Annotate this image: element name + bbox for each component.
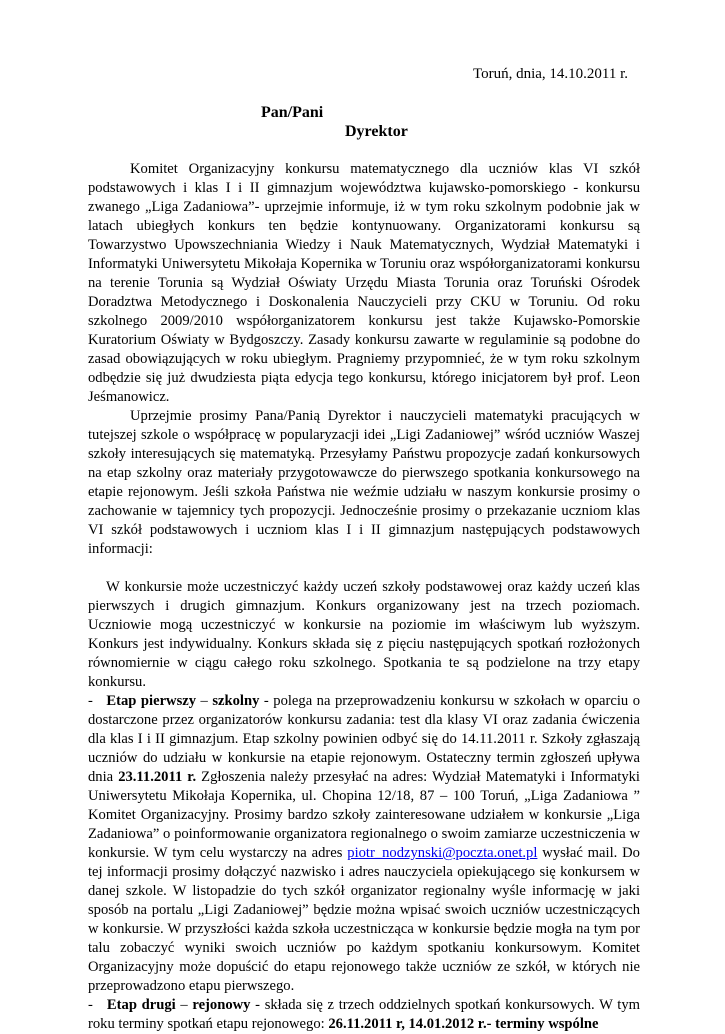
- stage-2-title: Etap drugi: [106, 997, 176, 1013]
- dateline: Toruń, dnia, 14.10.2011 r.: [472, 66, 628, 82]
- stage-2-sep: –: [175, 997, 193, 1013]
- stage-1-sep: –: [196, 693, 213, 709]
- letter-body: [88, 160, 640, 1034]
- stage-2-dash: -: [88, 997, 93, 1013]
- stage-1-dash: -: [88, 693, 93, 709]
- stage-2-paragraph: [88, 996, 640, 1034]
- paragraph-intro: Komitet Organizacyjny konkursu matematycznego dla uczniów klas VI szkół podstawowych i klas I i II gimnazjum województwa kujawsko-pomorskiego - konkursu zwanego „Liga Zadaniowa”- uprzejmie informuje, iż w tym roku szkolnym podobnie jak w latach ubiegłych konkurs ten będzie kontynuowany. Organizatorami konkursu są Towarzystwo Upowszechniania Wiedzy i Nauk Matematycznych, Wydział Matematyki i Informatyki Uniwersytetu Mikołaja Kopernika w Toruniu oraz współorganizatorami konkursu na terenie Torunia są Wydział Oświaty Urzędu Miasta Torunia oraz Toruński Ośrodek Doradztwa Metodycznego i Doskonalenia Nauczycieli przy CKU w Toruniu. Od roku szkolnego 2009/2010 współorganizatorem konkursu jest także Kujawsko-Pomorskie Kuratorium Oświaty w Bydgoszczy. Zasady konkursu zawarte w regulaminie są podobne do zasad obowiązujących w roku ubiegłym. Pragniemy przypomnieć, że w tym roku szkolnym odbędzie się już dwudziesta piąta edycja tego konkursu, którego inicjatorem był prof. Leon Jeśmanowicz.: [88, 161, 640, 405]
- email-link[interactable]: piotr_nodzynski@poczta.onet.pl: [347, 845, 538, 861]
- blank-line: [88, 559, 640, 578]
- stage-2-text-a: - składa się z trzech oddzielnych spotkań konkursowych. W tym roku terminy spotkań etapu rejonowego:: [88, 997, 641, 1032]
- stage-1-title: Etap pierwszy: [106, 693, 197, 709]
- stage-2-dates: 26.11.2011 r, 14.01.2012 r.- terminy wspólne: [328, 1016, 599, 1032]
- stage-1-text-b: Zgłoszenia należy przesyłać na adres: Wydział Matematyki i Informatyki Uniwersytetu Mikołaja Kopernika, ul. Chopina 12/18, 87 – 100 Toruń, „Liga Zadaniowa ” Komitet Organizacyjny. Prosimy bardzo szkoły zainteresowane udziałem w konkursie „Liga Zadaniowa” o poinformowanie organizatora regionalnego o swoim zamiarze uczestniczenia w konkursie. W tym celu wystarczy na adres: [88, 769, 640, 861]
- stage-1-deadline: 23.11.2011 r.: [118, 769, 197, 785]
- stage-2-subtitle: rejonowy: [192, 997, 251, 1013]
- stage-1-subtitle: szkolny: [212, 693, 260, 709]
- paragraph-request: Uprzejmie prosimy Pana/Panią Dyrektor i nauczycieli matematyki pracujących w tutejszej szkole o współpracę w popularyzacji idei „Ligi Zadaniowej” wśród uczniów Waszej szkoły interesujących się matematyką. Przesyłamy Państwu propozycje zadań konkursowych na etap szkolny oraz materiały przygotowawcze do pierwszego spotkania konkursowego na etapie rejonowym. Jeśli szkoła Państwa nie weźmie udziału w naszym konkursie prosimy o zachowanie w tajemnicy tych propozycji. Jednocześnie prosimy o przekazanie uczniom klas VI szkół podstawowych i uczniom klas I i II gimnazjum następujących podstawowych informacji:: [88, 408, 640, 557]
- stage-1-text-c: wysłać mail. Do tej informacji prosimy dołączyć nazwisko i adres nauczyciela opiekującego się konkursem w danej szkole. W listopadzie do tych szkół organizator regionalny wyśle informację w jaki sposób na portalu „Ligi Zadaniowej” będzie można wpisać swoich uczniów uczestniczących w konkursie. W przyszłości każda szkoła uczestnicząca w konkursie będzie mogła na tym por talu zobaczyć wyniki swoich uczniów po każdym spotkaniu konkursowym. Komitet Organizacyjny może dopuścić do etapu rejonowego także uczniów ze szkół, w których nie przeprowadzono etapu pierwszego.: [88, 845, 640, 994]
- addressee-line-1: Pan/Pani: [261, 104, 324, 121]
- addressee-line-2: Dyrektor: [345, 123, 408, 140]
- stage-1-text-a: - polega na przeprowadzeniu konkursu w szkołach w oparciu o dostarczone przez organizatorów konkursu zadania: test dla klasy VI oraz zadania ćwiczenia dla klas I i II gimnazjum. Etap szkolny powinien odbyć się do 14.11.2011 r. Szkoły zgłaszają uczniów do udziału w konkursie na etapie rejonowym. Ostateczny termin zgłoszeń upływa dnia: [88, 693, 641, 785]
- stage-1-paragraph: [88, 692, 640, 996]
- paragraph-rules: W konkursie może uczestniczyć każdy uczeń szkoły podstawowej oraz każdy uczeń klas pierwszych i drugich gimnazjum. Konkurs organizowany jest na trzech poziomach. Uczniowie mogą uczestniczyć w konkursie na poziomie im właściwym lub wyższym. Konkurs jest indywidualny. Konkurs składa się z pięciu następujących spotkań rozłożonych równomiernie w ciągu całego roku szkolnego. Spotkania te są podzielone na trzy etapy konkursu.: [88, 579, 640, 690]
